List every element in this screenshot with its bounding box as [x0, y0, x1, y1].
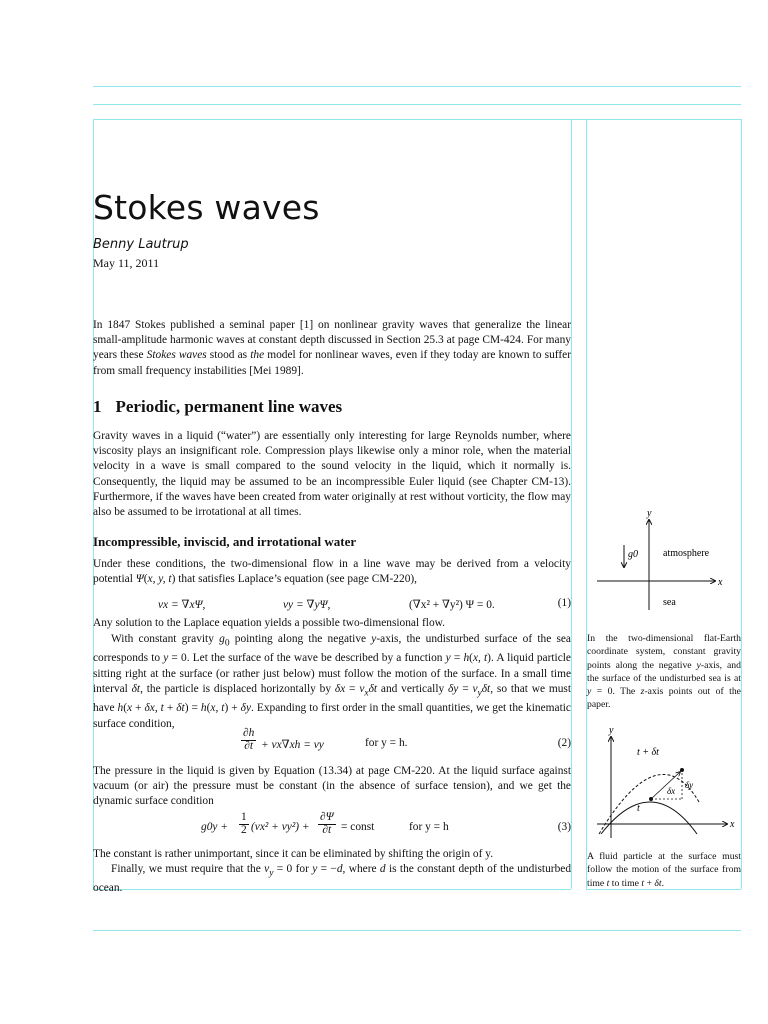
abstract: In 1847 Stokes published a seminal paper [1] on nonlinear gravity waves that generalize the linear small-amplitude harmonic waves at constant depth discussed in Section 25.3 at page CM-424. For many years these Stokes waves stood as the model for nonlinear waves, even if they today are known to suffer from small frequency instabilities [Mei 1989]. — [93, 319, 571, 377]
section-paragraph: Gravity waves in a liquid (“water”) are essentially only interesting for large Reynolds number, where viscosity plays an insignificant role. Compression plays likewise only a minor role, when the material velocity in a wave is small compared to the sound velocity in the liquid, which it normally is. Consequently, the liquid may be assumed to be an incompressible Euler liquid (see Chapter CM-13). Furthermore, if the waves have been created from water originally at rest without vorticity, the flow may also be assumed to be irrotational at all times. — [93, 430, 571, 519]
section-heading: 1 Periodic, permanent line waves — [93, 397, 343, 416]
paragraph-velocity-potential: Under these conditions, the two-dimensional flow in a line wave may be derived from a velocity potential Ψ(x, y, t) that satisfies Laplace’s equation (see page CM-220), — [93, 558, 571, 586]
guide-line-top — [93, 86, 741, 87]
dy-label: δy — [685, 780, 694, 790]
equation-3: g0y + $\frac{1}{2}$ (vx² + vy²) + $\frac{\partial\Psi}{\partial t}$ = const for y = h (3) — [201, 811, 571, 836]
paragraph-pressure: The pressure in the liquid is given by Equation (13.34) at page CM-220. At the liquid surface against vacuum (or air) the pressure must be constant (in the absence of surface tension), and we get the dynamic surface condition — [93, 765, 571, 808]
particle-at-t — [649, 797, 653, 801]
particle-at-t-plus-dt — [680, 768, 684, 772]
surface-at-t — [601, 802, 697, 834]
figure-2-caption: A fluid particle at the surface must follow the motion of the surface from time t to time t + δt. — [587, 851, 741, 889]
surface-at-t-plus-dt — [599, 774, 699, 834]
t-label: t — [637, 803, 640, 814]
text-frame-top — [93, 119, 741, 120]
subsection-heading: Incompressible, inviscid, and irrotational water — [93, 534, 357, 549]
paragraph-laplace: Any solution to the Laplace equation yields a possible two-dimensional flow. — [93, 617, 445, 629]
sea-label: sea — [663, 597, 676, 608]
guide-line-footer — [93, 930, 741, 931]
figure-surface-particle — [587, 722, 741, 844]
gravity-label: g0 — [628, 549, 638, 560]
paragraph-constant: The constant is rather unimportant, since it can be eliminated by shifting the origin of y. — [93, 848, 494, 860]
frame-text-right — [571, 119, 572, 889]
equation-2: $\frac{\partial h}{\partial t}$ + vx∇xh = vy for y = h. (2) — [243, 727, 571, 752]
figure-coordinate-system — [587, 505, 741, 620]
t-plus-dt-label: t + δt — [637, 747, 659, 758]
paragraph-depth: Finally, we must require that the $v_y = 0$ for y = −d, where d is the constant depth of the undisturbed ocean. — [93, 863, 572, 895]
figure-1-caption: In the two-dimensional flat-Earth coordinate system, constant gravity points along the negative y-axis, and the surface of the undisturbed sea is at y = 0. The z-axis points out of the paper. — [587, 633, 741, 711]
frame-right — [741, 119, 742, 889]
dx-label: δx — [667, 786, 676, 796]
date: May 11, 2011 — [93, 256, 160, 270]
x-axis-label: x — [730, 819, 735, 830]
atmosphere-label: atmosphere — [663, 548, 710, 559]
equation-1: vx = ∇xΨ, vy = ∇yΨ, (∇x² + ∇y²) Ψ = 0. (1) — [158, 597, 571, 611]
paragraph-kinematic: With constant gravity $g_0$ pointing along the negative y-axis, the undisturbed surface of the sea corresponds to y = 0. Let the surface of the wave be described by a function y = h(x, t). A liquid particle sitting right at the surface (or rather just below) must follow the motion of the surface. In a small time interval δt, the particle is displaced horizontally by $\delta x = v_x\delta t$ and vertically $\delta y = v_y\delta t$, so that we must have h(x + δx, t + δt) = h(x, t) + δy. Expanding to first order in the small quantities, we get the kinematic surface condition, — [93, 633, 572, 730]
y-axis-label: y — [609, 725, 614, 736]
page-title: Stokes waves — [93, 188, 320, 227]
author: Benny Lautrup — [93, 237, 189, 252]
guide-line-header — [93, 104, 741, 105]
y-axis-label: y — [647, 508, 652, 519]
x-axis-label: x — [718, 577, 723, 588]
